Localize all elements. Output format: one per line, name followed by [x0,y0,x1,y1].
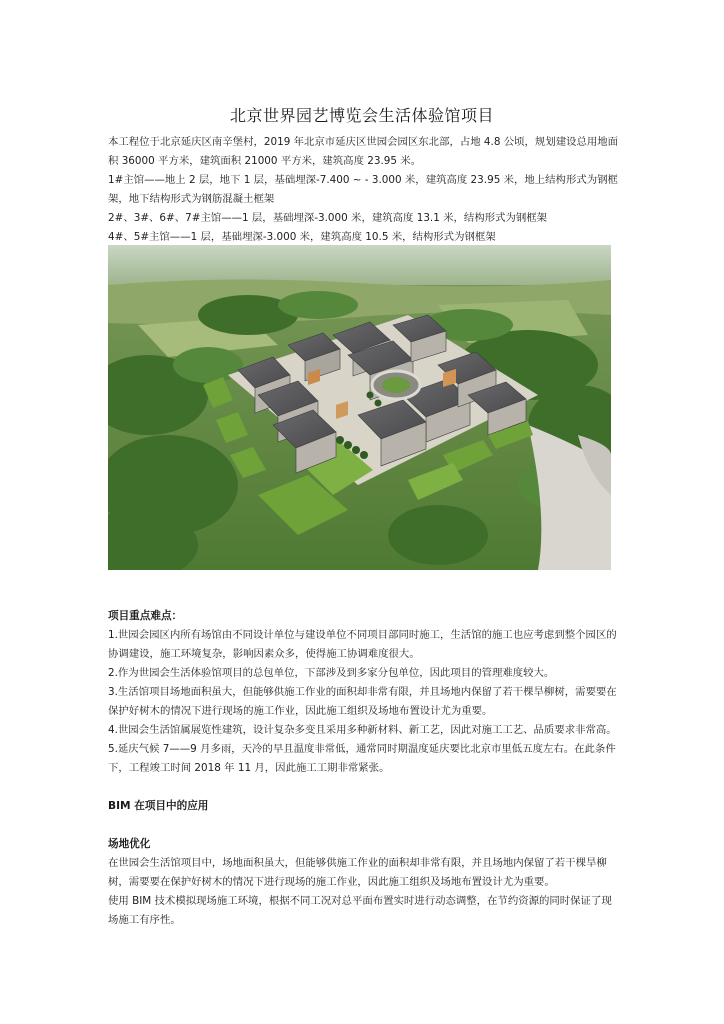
difficulty-item-2: 2.作为世园会生活体验馆项目的总包单位，下部涉及到多家分包单位，因此项目的管理难度较大。 [108,667,555,679]
intro-paragraph-2: 1#主馆——地上 2 层，地下 1 层，基础埋深-7.400 ~ - 3.000 米，建筑高度 23.95 米，地上结构形式为钢框架，地下结构形式为钢筋混凝土框架 [108,174,618,205]
difficulty-item-4: 4.世园会生活馆属展览性建筑，设计复杂多变且采用多种新材料、新工艺，因此对施工工艺、品质要求非常高。 [108,724,617,736]
intro-paragraph-3: 2#、3#、6#、7#主馆——1 层，基础埋深-3.000 米，建筑高度 13.1 米，结构形式为钢框架 [108,212,548,224]
intro-paragraph-4: 4#、5#主馆——1 层，基础埋深-3.000 米，建筑高度 10.5 米，结构形式为钢框架 [108,231,496,243]
bim-heading: BIM 在项目中的应用 [108,800,209,812]
page-title: 北京世界园艺博览会生活体验馆项目 [229,106,494,125]
site-optimization-paragraph-2: 使用 BIM 技术模拟现场施工环境，根据不同工况对总平面布置实时进行动态调整，在节约资源的同时保证了现场施工有序性。 [108,895,612,926]
difficulty-item-1: 1.世园会园区内所有场馆由不同设计单位与建设单位不同项目部同时施工，生活馆的施工也应考虑到整个园区的协调建设，施工环境复杂，影响因素众多，使得施工协调难度很大。 [108,629,617,660]
difficulty-item-5: 5.延庆气候 7——9 月多雨，天冷的早且温度非常低，通常同时期温度延庆要比北京市里低五度左右。在此条件下，工程竣工时间 2018 年 11 月，因此施工工期非常紧张。 [108,743,616,774]
intro-paragraph-1: 本工程位于北京延庆区南辛堡村，2019 年北京市延庆区世园会园区东北部，占地 4.8 公顷，规划建设总用地面积 36000 平方米，建筑面积 21000 平方米，建筑高度 23.95 米。 [108,136,619,167]
site-optimization-paragraph-1: 在世园会生活馆项目中，场地面积虽大，但能够供施工作业的面积却非常有限，并且场地内保留了若干棵旱柳树，需要要在保护好树木的情况下进行现场的施工作业，因此施工组织及场地布置设计尤为重要。 [108,857,607,888]
site-optimization-heading: 场地优化 [108,838,151,850]
difficulties-heading: 项目重点难点： [108,610,183,622]
difficulty-item-3: 3.生活馆项目场地面积虽大，但能够供施工作业的面积却非常有限，并且场地内保留了若干棵旱柳树，需要要在保护好树木的情况下进行现场的施工作业，因此施工组织及场地布置设计尤为重要。 [108,686,617,717]
aerial-rendering-image [108,245,611,570]
